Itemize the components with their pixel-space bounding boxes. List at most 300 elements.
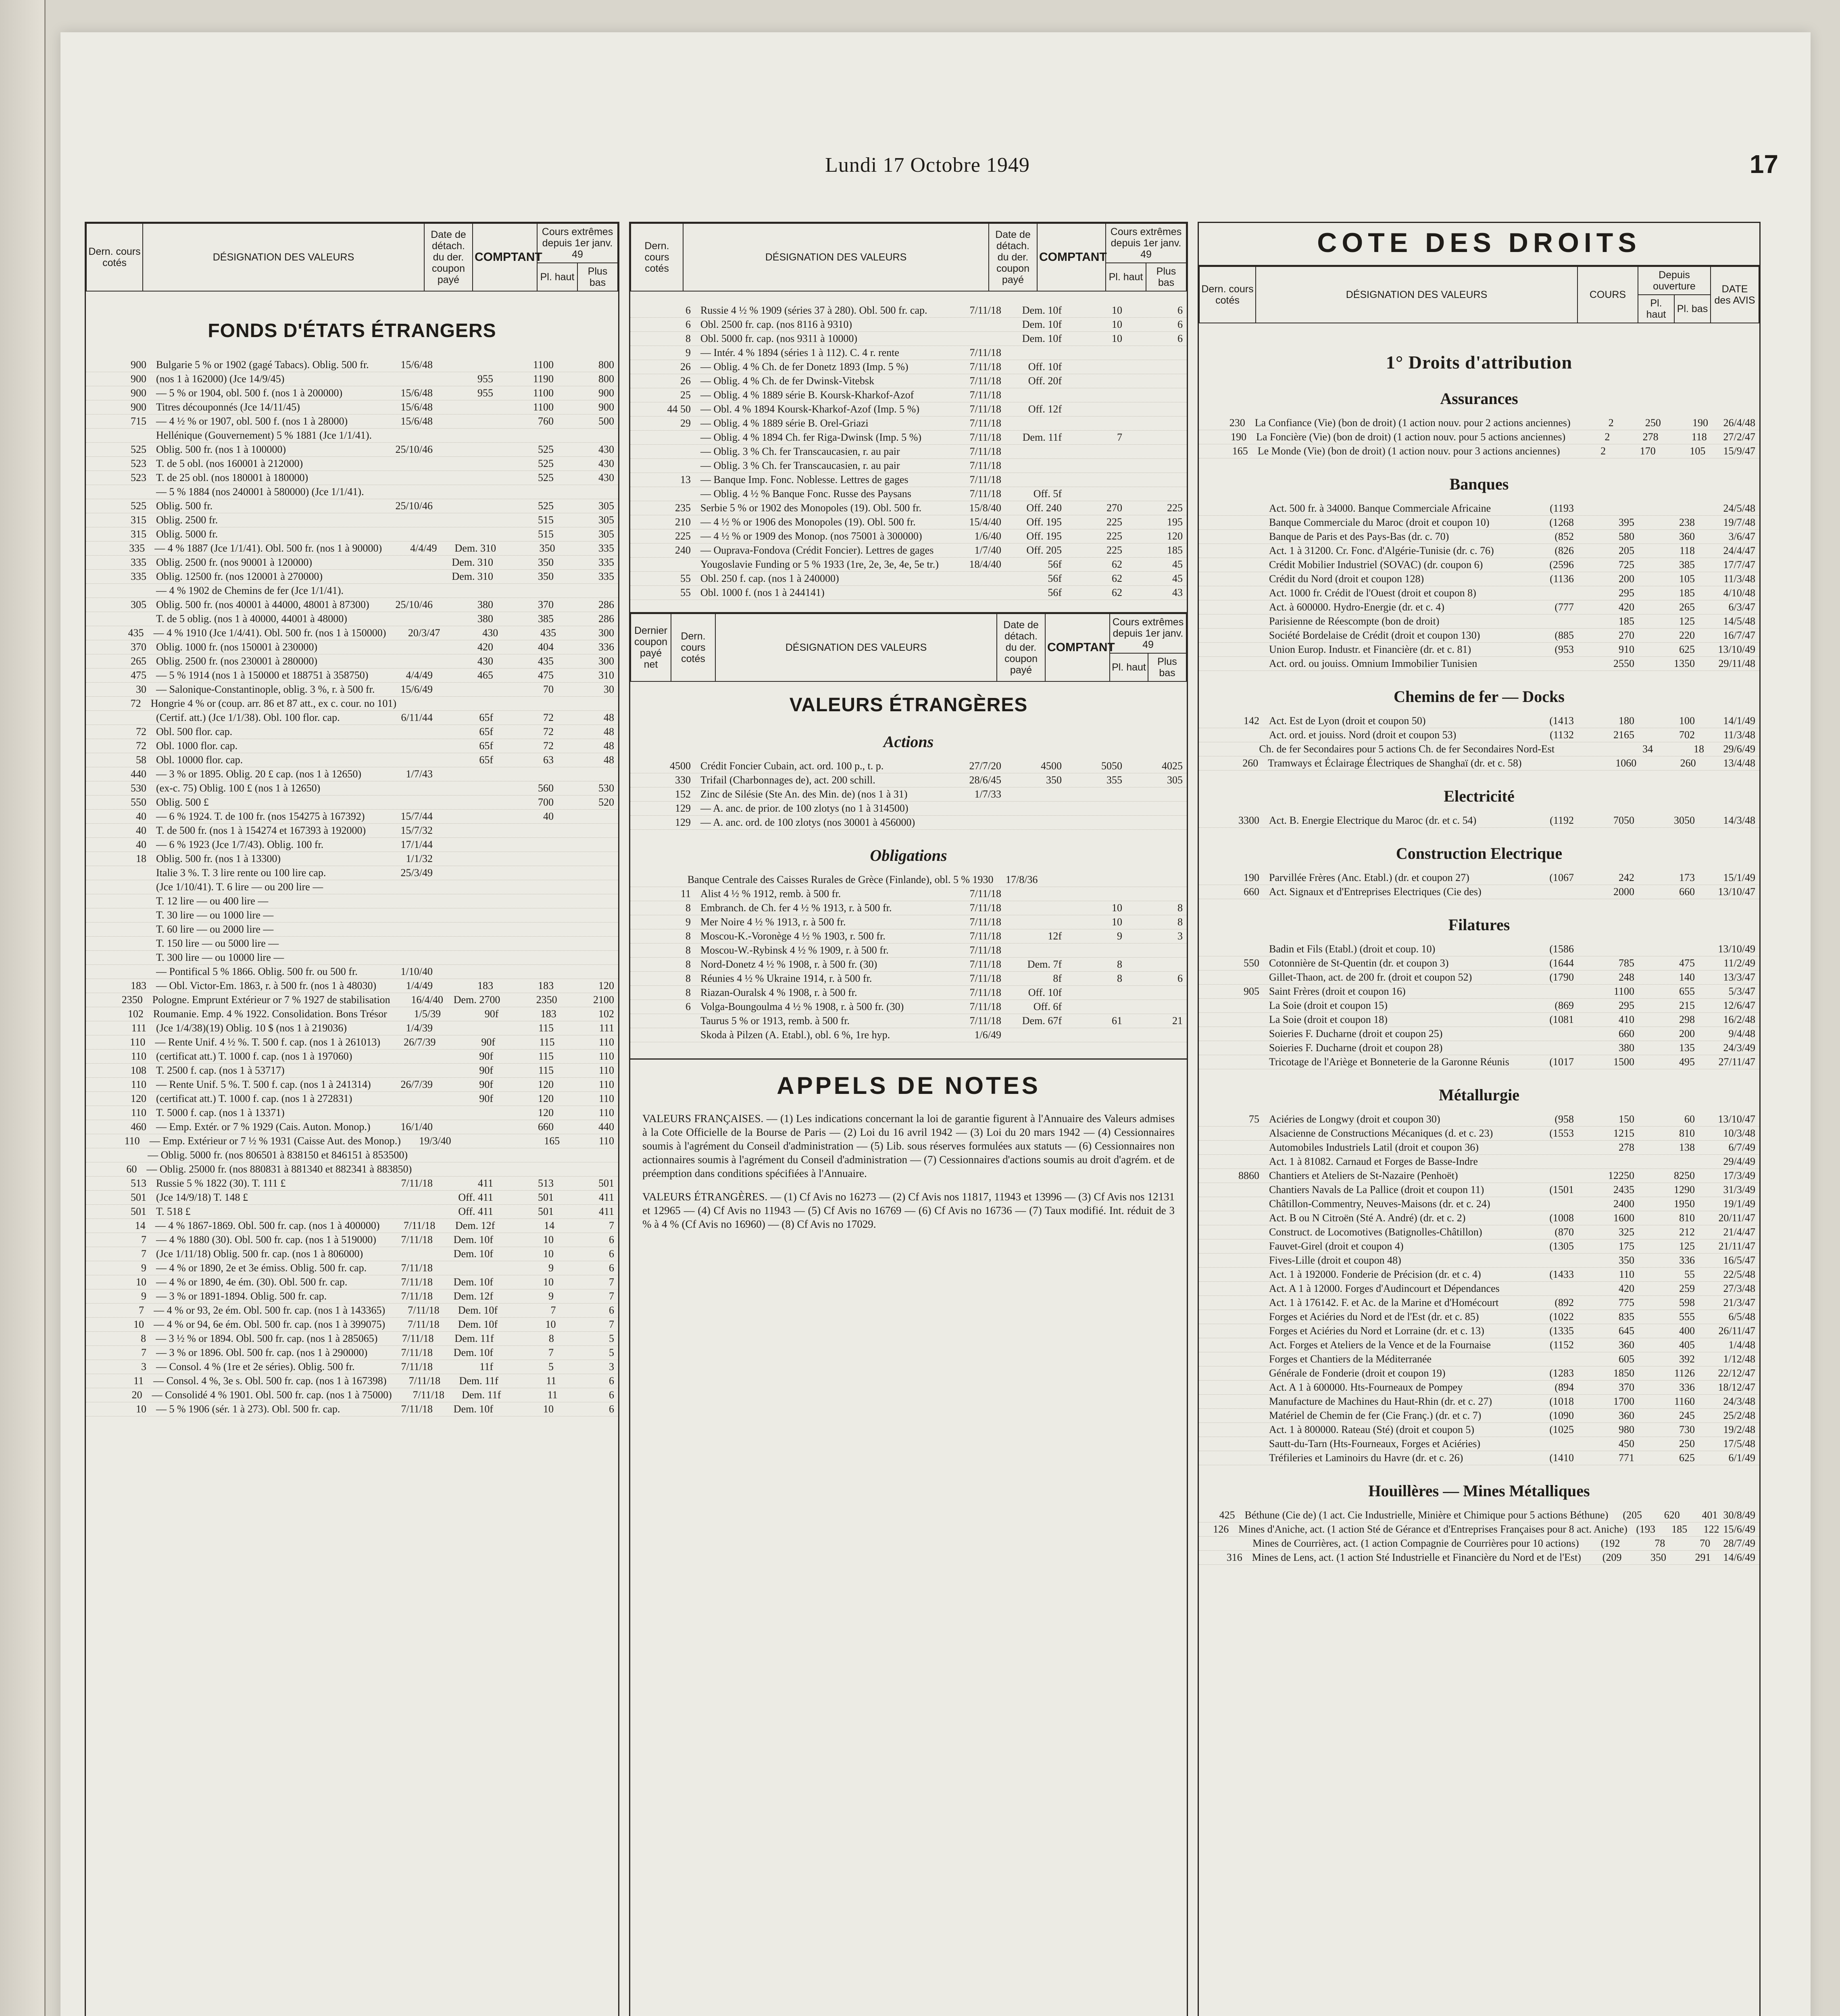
last-price-cell: 20 bbox=[131, 1389, 142, 1401]
designation-cell: — Ouprava-Fondova (Crédit Foncier). Lettres de gages bbox=[700, 544, 934, 556]
high-cell: 120 bbox=[538, 1093, 554, 1104]
last-price-cell: 9 bbox=[141, 1262, 146, 1274]
comptant-cell bbox=[437, 358, 497, 372]
comptant-cell bbox=[437, 866, 497, 880]
high-cell: 7 bbox=[1117, 431, 1122, 443]
low-cell: 190 bbox=[1692, 417, 1708, 429]
high-cell bbox=[1066, 802, 1126, 815]
high-cell: 525 bbox=[538, 472, 554, 483]
high-cell bbox=[515, 1162, 567, 1176]
table-row bbox=[86, 1078, 618, 1092]
comptant-cell: Off. 20f bbox=[1028, 375, 1062, 387]
designation-cell: Oblig. 500 fr. (nos 1 à 100000) bbox=[156, 444, 286, 455]
cours-cell: (1192 bbox=[1550, 814, 1574, 826]
last-price-cell: 335 bbox=[131, 571, 146, 582]
designation-cell: T. de 500 fr. (nos 1 à 154274 et 167393 à 192000) bbox=[156, 825, 366, 836]
designation-cell: Nord-Donetz 4 ½ % 1908, r. à 500 fr. (30) bbox=[700, 958, 877, 970]
last-price-cell bbox=[1199, 1197, 1263, 1211]
designation-cell: (nos 1 à 162000) (Jce 14/9/45) bbox=[156, 373, 285, 385]
high-cell: 61 bbox=[1112, 1015, 1122, 1027]
designation-cell: Act. ord. ou jouiss. Omnium Immobilier Tunisien bbox=[1269, 658, 1477, 669]
coupon-date-cell: 26/7/39 bbox=[400, 1079, 433, 1090]
last-price-cell: 8860 bbox=[1238, 1170, 1259, 1181]
high-cell: 775 bbox=[1619, 1297, 1634, 1308]
last-price-cell: 7 bbox=[141, 1234, 146, 1245]
avis-date-cell: 21/11/47 bbox=[1718, 1240, 1755, 1252]
comptant-cell bbox=[1005, 901, 1066, 915]
coupon-date-cell: 15/8/40 bbox=[969, 502, 1001, 514]
table-row bbox=[1199, 1211, 1759, 1225]
coupon-date-cell: 7/11/18 bbox=[969, 958, 1001, 970]
comptant-cell: Dem. 12f bbox=[453, 1290, 493, 1302]
designation-cell: Parisienne de Réescompte (bon de droit) bbox=[1269, 615, 1440, 627]
table-row bbox=[1199, 1183, 1759, 1197]
table-row bbox=[86, 866, 618, 880]
high-cell: 380 bbox=[1619, 1042, 1634, 1054]
coupon-date-cell: 25/10/46 bbox=[395, 500, 433, 512]
last-price-cell: 330 bbox=[675, 774, 691, 786]
low-cell bbox=[558, 894, 618, 908]
designation-cell: Act. 1 à 800000. Rateau (Sté) (droit et coupon 5) bbox=[1269, 1424, 1475, 1435]
table-row bbox=[1199, 1197, 1759, 1211]
designation-cell: Crédit du Nord (droit et coupon 128) bbox=[1269, 573, 1424, 585]
comptant-cell bbox=[437, 584, 497, 598]
quote-list bbox=[630, 304, 1187, 600]
last-price-cell: 40 bbox=[136, 839, 146, 850]
low-cell: 335 bbox=[598, 556, 614, 568]
designation-cell: (Jce 1/4/38)(19) Oblig. 10 $ (nos 1 à 219036) bbox=[156, 1022, 347, 1034]
table-row bbox=[1199, 600, 1759, 614]
designation-cell: (Certif. att.) (Jce 1/1/38). Obl. 100 flor. cap. bbox=[156, 712, 340, 723]
high-cell: 7 bbox=[548, 1347, 554, 1358]
coupon-date-cell: 7/11/18 bbox=[401, 1276, 433, 1288]
high-cell: 183 bbox=[538, 980, 554, 991]
designation-cell: Soieries F. Ducharne (droit et coupon 28) bbox=[1269, 1042, 1443, 1054]
designation-cell: — Oblig. 3 % Ch. fer Transcaucasien, r. au pair bbox=[700, 460, 900, 471]
low-cell: 245 bbox=[1679, 1410, 1695, 1421]
last-price-cell: 335 bbox=[131, 556, 146, 568]
coupon-date-cell: 7/11/18 bbox=[969, 361, 1001, 373]
last-price-cell: 900 bbox=[131, 387, 146, 399]
designation-cell: — 4 % or 1890, 4e ém. (30). Obl. 500 fr. cap. bbox=[156, 1276, 348, 1288]
coupon-date-cell: 15/7/44 bbox=[400, 810, 433, 822]
comptant-cell bbox=[437, 767, 497, 781]
low-cell: 530 bbox=[598, 782, 614, 794]
table-row bbox=[630, 487, 1187, 501]
designation-cell: Le Monde (Vie) (bon de droit) (1 action nouv. pour 3 actions anciennes) bbox=[1257, 445, 1560, 457]
coupon-date-cell: 7/11/18 bbox=[401, 1177, 433, 1189]
comptant-cell: Off. 10f bbox=[1028, 361, 1062, 373]
comptant-cell bbox=[437, 1106, 497, 1120]
last-price-cell: 370 bbox=[131, 641, 146, 653]
designation-cell: — Oblig. 4 % 1889 série B. Orel-Griazi bbox=[700, 417, 869, 429]
designation-cell: Union Europ. Industr. et Financière (dr. et c. 81) bbox=[1269, 644, 1471, 655]
table-row bbox=[1199, 1013, 1759, 1027]
table-row bbox=[630, 972, 1187, 986]
avis-date-cell: 19/1/49 bbox=[1723, 1198, 1755, 1210]
table-row bbox=[630, 402, 1187, 417]
avis-date-cell: 4/10/48 bbox=[1723, 587, 1755, 599]
table-row bbox=[1199, 516, 1759, 530]
designation-cell: Oblig. 5000 fr. bbox=[156, 528, 218, 540]
comptant-cell: Dem. 12f bbox=[455, 1220, 495, 1231]
low-cell: 140 bbox=[1679, 971, 1695, 983]
avis-date-cell: 15/1/49 bbox=[1723, 872, 1755, 883]
designation-cell: Société Bordelaise de Crédit (droit et coupon 130) bbox=[1269, 629, 1480, 641]
high-cell: 513 bbox=[538, 1177, 554, 1189]
low-cell: 286 bbox=[598, 613, 614, 625]
quote-list bbox=[630, 759, 1187, 830]
designation-cell: — 4 % or 1890, 2e et 3e émiss. Oblig. 500 fr. cap. bbox=[156, 1262, 367, 1274]
cours-cell bbox=[1517, 1155, 1578, 1168]
table-row bbox=[86, 1318, 618, 1332]
coupon-date-cell: 25/10/46 bbox=[395, 444, 433, 455]
coupon-date-cell bbox=[376, 612, 437, 626]
comptant-cell bbox=[1005, 473, 1066, 487]
low-cell: 43 bbox=[1172, 587, 1183, 598]
designation-cell: Act. ord. et jouiss. Nord (droit et coupon 53) bbox=[1269, 729, 1457, 741]
coupon-date-cell: 7/11/18 bbox=[969, 446, 1001, 457]
high-cell: 660 bbox=[1619, 1028, 1634, 1039]
cours-cell bbox=[1517, 885, 1578, 899]
table-row bbox=[86, 1134, 618, 1148]
table-row bbox=[86, 824, 618, 838]
header-last-price: Dern. cours cotés bbox=[1199, 267, 1256, 323]
comptant-cell: 411 bbox=[477, 1177, 493, 1189]
high-cell: 250 bbox=[1645, 417, 1661, 429]
high-cell: 8 bbox=[548, 1333, 554, 1344]
low-cell: 55 bbox=[1684, 1268, 1695, 1280]
avis-date-cell: 17/3/49 bbox=[1723, 1170, 1755, 1181]
low-cell: 500 bbox=[598, 415, 614, 427]
table-row bbox=[86, 1402, 618, 1416]
cours-cell: (1305 bbox=[1549, 1240, 1574, 1252]
last-price-cell: 14 bbox=[135, 1220, 146, 1231]
high-cell: 248 bbox=[1619, 971, 1634, 983]
designation-cell: — Rente Unif. 4 ½ %. T. 500 f. cap. (nos 1 à 261013) bbox=[155, 1036, 380, 1048]
table-row bbox=[86, 1162, 618, 1177]
table-row bbox=[86, 880, 618, 894]
low-cell: 7 bbox=[609, 1290, 614, 1302]
issue-date: Lundi 17 Octobre 1949 bbox=[825, 154, 1030, 177]
designation-cell: T. 5000 f. cap. (nos 1 à 13371) bbox=[156, 1107, 285, 1118]
comptant-cell bbox=[437, 1021, 497, 1035]
header-designation: DÉSIGNATION DES VALEURS bbox=[715, 614, 997, 681]
last-price-cell bbox=[1199, 586, 1263, 600]
table-row bbox=[86, 1035, 618, 1050]
table-row bbox=[1199, 657, 1759, 671]
low-cell: 4025 bbox=[1162, 760, 1183, 772]
coupon-date-cell: 19/3/40 bbox=[419, 1135, 451, 1147]
low-cell bbox=[1638, 942, 1699, 956]
high-cell bbox=[1066, 787, 1126, 801]
table-row bbox=[1199, 643, 1759, 657]
table-row bbox=[86, 1261, 618, 1275]
last-price-cell: 900 bbox=[131, 359, 146, 371]
comptant-cell: 430 bbox=[482, 627, 498, 639]
cours-cell: (1501 bbox=[1549, 1184, 1574, 1195]
designation-cell: — 5 % 1906 (sér. 1 à 273). Obl. 500 fr. cap. bbox=[156, 1403, 340, 1415]
low-cell: 336 bbox=[598, 641, 614, 653]
designation-cell: T. de 5 obl. (nos 160001 à 212000) bbox=[156, 458, 303, 469]
category-list bbox=[1199, 814, 1759, 828]
table-row bbox=[1199, 728, 1759, 742]
table-row bbox=[1199, 1254, 1759, 1268]
coupon-date-cell: 1/6/49 bbox=[974, 1029, 1001, 1041]
high-cell: 2000 bbox=[1613, 886, 1634, 898]
table-row bbox=[1199, 942, 1759, 956]
designation-cell: Act. A 1 à 12000. Forges d'Audincourt et Dépendances bbox=[1269, 1283, 1500, 1294]
designation-cell: Forges et Chantiers de la Méditerranée bbox=[1269, 1353, 1432, 1365]
last-price-cell bbox=[1199, 1324, 1263, 1338]
designation-cell: Act. 1 à 192000. Fonderie de Précision (dr. et c. 4) bbox=[1269, 1268, 1481, 1280]
last-price-cell: 26 bbox=[680, 375, 691, 387]
table-row bbox=[1199, 1155, 1759, 1169]
last-price-cell: 44 50 bbox=[667, 403, 691, 415]
low-cell: 185 bbox=[1679, 587, 1695, 599]
designation-cell: Act. Signaux et d'Entreprises Electriques (Cie des) bbox=[1269, 886, 1482, 898]
designation-cell: — Oblig. 25000 fr. (nos 880831 à 881340 et 882341 à 883850) bbox=[146, 1163, 412, 1175]
designation-cell: Taurus 5 % or 1913, remb. à 500 fr. bbox=[700, 1015, 850, 1027]
last-price-cell: 8 bbox=[686, 333, 691, 344]
high-cell: 12250 bbox=[1608, 1170, 1634, 1181]
low-cell: 212 bbox=[1679, 1226, 1695, 1238]
coupon-date-cell: 7/11/18 bbox=[969, 1015, 1001, 1027]
cours-cell: (894 bbox=[1555, 1381, 1574, 1393]
comptant-cell bbox=[1005, 802, 1066, 815]
comptant-cell bbox=[437, 951, 497, 964]
designation-cell: Banque de Paris et des Pays-Bas (dr. c. 70) bbox=[1269, 531, 1449, 542]
table-row bbox=[86, 654, 618, 669]
high-cell: 10 bbox=[545, 1318, 556, 1330]
avis-date-cell: 19/7/48 bbox=[1723, 516, 1755, 528]
cours-cell: (1017 bbox=[1549, 1056, 1574, 1068]
designation-cell: Alsacienne de Constructions Mécaniques (d. et c. 23) bbox=[1269, 1127, 1493, 1139]
designation-cell: Act. 1 à 176142. F. et Ac. de la Marine et d'Homécourt bbox=[1269, 1297, 1499, 1308]
comptant-cell: Dem. 67f bbox=[1022, 1015, 1062, 1027]
coupon-date-cell: 4/4/49 bbox=[410, 542, 437, 554]
high-cell: 420 bbox=[1619, 1283, 1634, 1294]
table-row bbox=[86, 937, 618, 951]
low-cell bbox=[1126, 473, 1187, 487]
last-price-cell: 230 bbox=[1229, 417, 1245, 429]
coupon-date-cell bbox=[376, 796, 437, 809]
coupon-date-cell: 7/11/18 bbox=[969, 1001, 1001, 1012]
low-cell: 215 bbox=[1679, 1000, 1695, 1011]
designation-cell: Obl. 10000 flor. cap. bbox=[156, 754, 243, 766]
designation-cell: Act. Est de Lyon (droit et coupon 50) bbox=[1269, 715, 1426, 727]
high-cell: 395 bbox=[1619, 516, 1634, 528]
table-row bbox=[630, 417, 1187, 431]
appels-title: APPELS DE NOTES bbox=[777, 1072, 1040, 1099]
cours-cell: (1193 bbox=[1550, 502, 1574, 514]
table-row bbox=[1199, 1508, 1759, 1522]
coupon-date-cell: 1/1/32 bbox=[406, 853, 433, 864]
column-fonds-etats-etrangers bbox=[85, 222, 619, 2016]
designation-cell: — 4 % 1887 (Jce 1/1/41). Obl. 500 fr. (nos 1 à 90000) bbox=[154, 542, 382, 554]
table-row bbox=[1199, 814, 1759, 828]
low-cell: 5 bbox=[609, 1347, 614, 1358]
low-cell: 125 bbox=[1679, 615, 1695, 627]
table-row bbox=[1199, 1352, 1759, 1366]
low-cell: 6 bbox=[1177, 333, 1183, 344]
last-price-cell bbox=[86, 880, 150, 894]
table-row bbox=[630, 759, 1187, 773]
low-cell: 122 bbox=[1703, 1523, 1719, 1535]
designation-cell: Tricotage de l'Ariège et Bonneterie de la Garonne Réunis bbox=[1269, 1056, 1509, 1068]
high-cell: 278 bbox=[1619, 1141, 1634, 1153]
cours-cell bbox=[1517, 586, 1578, 600]
high-cell: 9 bbox=[1117, 930, 1122, 942]
comptant-cell: Dem. 7f bbox=[1027, 958, 1062, 970]
designation-cell: Obl. 250 f. cap. (nos 1 à 240000) bbox=[700, 573, 839, 584]
coupon-date-cell bbox=[945, 572, 1005, 585]
low-cell: 1950 bbox=[1674, 1198, 1695, 1210]
comptant-cell bbox=[437, 781, 497, 795]
last-price-cell bbox=[1199, 1239, 1263, 1253]
comptant-cell: Off. 6f bbox=[1033, 1001, 1062, 1012]
low-cell: 800 bbox=[598, 373, 614, 385]
coupon-date-cell: 7/11/18 bbox=[969, 389, 1001, 401]
comptant-cell: 430 bbox=[477, 655, 493, 667]
comptant-cell: Off. 12f bbox=[1028, 403, 1062, 415]
low-cell: 100 bbox=[1679, 715, 1695, 727]
designation-cell: — Emp. Extérieur or 7 ½ % 1931 (Caisse Aut. des Monop.) bbox=[149, 1135, 401, 1147]
high-cell bbox=[497, 951, 558, 964]
coupon-date-cell bbox=[945, 586, 1005, 600]
last-price-cell bbox=[1199, 502, 1263, 515]
designation-cell: Réunies 4 ½ % Ukraine 1914, r. à 500 fr. bbox=[700, 973, 872, 984]
comptant-cell: Dem. 10f bbox=[453, 1347, 493, 1358]
high-cell: 205 bbox=[1619, 545, 1634, 556]
last-price-cell: 475 bbox=[131, 669, 146, 681]
designation-cell: — Oblig. 4 ½ % Banque Fonc. Russe des Paysans bbox=[700, 488, 911, 500]
last-price-cell: 55 bbox=[680, 573, 691, 584]
designation-cell: Mines de Lens, act. (1 action Sté Industrielle et Financière du Nord et de l'Est) bbox=[1252, 1552, 1581, 1563]
designation-cell: — 3 % or 1895. Oblig. 20 £ cap. (nos 1 à 12650) bbox=[156, 768, 362, 780]
high-cell: 420 bbox=[1619, 601, 1634, 613]
low-cell: 6 bbox=[609, 1262, 614, 1274]
designation-cell: La Foncière (Vie) (bon de droit) (1 action nouv. pour 5 actions anciennes) bbox=[1256, 431, 1566, 443]
designation-cell: Tramways et Éclairage Électriques de Shanghaï (dr. et c. 58) bbox=[1268, 757, 1522, 769]
table-row bbox=[1199, 1282, 1759, 1296]
high-cell bbox=[1578, 502, 1638, 515]
table-row bbox=[1199, 956, 1759, 971]
table-row bbox=[1199, 586, 1759, 600]
high-cell bbox=[1066, 374, 1126, 388]
low-cell: 6 bbox=[1177, 973, 1183, 984]
low-cell: 6 bbox=[609, 1389, 614, 1401]
comptant-cell bbox=[437, 1120, 497, 1134]
last-price-cell bbox=[86, 429, 150, 442]
high-cell: 350 bbox=[1619, 1254, 1634, 1266]
designation-cell: Oblig. 2500 fr. bbox=[156, 514, 218, 526]
high-cell: 450 bbox=[1619, 1438, 1634, 1450]
last-price-cell: 260 bbox=[1242, 757, 1259, 769]
table-row bbox=[630, 943, 1187, 958]
last-price-cell: 110 bbox=[124, 1135, 140, 1147]
designation-cell: Oblig. 12500 fr. (nos 120001 à 270000) bbox=[156, 571, 323, 582]
designation-cell: Saint Frères (droit et coupon 16) bbox=[1269, 985, 1406, 997]
coupon-date-cell: 7/11/18 bbox=[413, 1389, 445, 1401]
high-cell: 70 bbox=[543, 683, 554, 695]
low-cell: 105 bbox=[1690, 445, 1706, 457]
table-row bbox=[1199, 572, 1759, 586]
high-cell: 78 bbox=[1655, 1537, 1665, 1549]
last-price-cell: 235 bbox=[675, 502, 691, 514]
last-price-cell: 111 bbox=[131, 1022, 146, 1034]
high-cell: 2550 bbox=[1613, 658, 1634, 669]
high-cell: 725 bbox=[1619, 559, 1634, 571]
high-cell bbox=[1578, 942, 1638, 956]
last-price-cell: 129 bbox=[675, 816, 691, 828]
low-cell bbox=[558, 485, 618, 499]
low-cell bbox=[1138, 873, 1187, 887]
designation-cell: Tréfileries et Laminoirs du Havre (dr. et c. 26) bbox=[1269, 1452, 1463, 1464]
last-price-cell bbox=[1199, 1352, 1263, 1366]
designation-cell: — Consol. 4 %, 3e s. Obl. 500 fr. cap. (nos 1 à 167398) bbox=[153, 1375, 387, 1387]
comptant-cell bbox=[1005, 887, 1066, 901]
last-price-cell: 435 bbox=[128, 627, 144, 639]
table-row bbox=[1199, 1437, 1759, 1451]
comptant-cell: 90f bbox=[479, 1079, 493, 1090]
last-price-cell: 9 bbox=[686, 916, 691, 928]
table-row bbox=[630, 901, 1187, 915]
cours-cell: (1132 bbox=[1550, 729, 1574, 741]
table-row bbox=[86, 1247, 618, 1261]
high-cell: 1700 bbox=[1613, 1395, 1634, 1407]
table-row bbox=[1199, 1041, 1759, 1055]
table-row bbox=[1199, 1423, 1759, 1437]
last-price-cell: 240 bbox=[675, 544, 691, 556]
low-cell: 440 bbox=[598, 1121, 614, 1133]
coupon-date-cell bbox=[376, 1050, 437, 1063]
last-price-cell bbox=[1199, 1395, 1263, 1408]
last-price-cell bbox=[86, 711, 150, 725]
comptant-cell: Dem. 310 bbox=[454, 542, 496, 554]
low-cell bbox=[558, 584, 618, 598]
comptant-cell: 955 bbox=[477, 373, 493, 385]
coupon-date-cell: 7/11/18 bbox=[969, 930, 1001, 942]
last-price-cell bbox=[86, 937, 150, 950]
designation-cell: — 4 ½ % or 1906 des Monopoles (19). Obl. 500 fr. bbox=[700, 516, 916, 528]
category-heading: Filatures bbox=[1448, 916, 1510, 934]
high-cell: 1060 bbox=[1615, 757, 1637, 769]
coupon-date-cell bbox=[376, 654, 437, 668]
high-cell: 1100 bbox=[1613, 985, 1634, 997]
table-row bbox=[630, 501, 1187, 515]
designation-cell: Matériel de Chemin de fer (Cie Franç.) (dr. et c. 7) bbox=[1269, 1410, 1482, 1421]
category-heading: Electricité bbox=[1444, 787, 1515, 805]
low-cell: 111 bbox=[599, 1022, 614, 1034]
avis-date-cell: 14/1/49 bbox=[1723, 715, 1755, 727]
comptant-cell: 90f bbox=[481, 1036, 495, 1048]
high-cell: 410 bbox=[1619, 1014, 1634, 1025]
coupon-date-cell: 7/11/18 bbox=[408, 1304, 440, 1316]
table-row bbox=[86, 810, 618, 824]
coupon-date-cell: 15/6/48 bbox=[400, 387, 433, 399]
high-cell bbox=[497, 838, 558, 852]
designation-cell: Act. 500 fr. à 34000. Banque Commerciale Africaine bbox=[1269, 502, 1491, 514]
cours-cell: (209 bbox=[1602, 1552, 1622, 1563]
table-row bbox=[86, 358, 618, 372]
coupon-date-cell: 16/4/40 bbox=[411, 994, 443, 1006]
coupon-date-cell: 18/4/40 bbox=[969, 558, 1001, 570]
last-price-cell: 8 bbox=[686, 987, 691, 998]
table-row bbox=[1199, 1112, 1759, 1127]
table-row bbox=[1199, 885, 1759, 899]
low-cell: 185 bbox=[1167, 544, 1183, 556]
